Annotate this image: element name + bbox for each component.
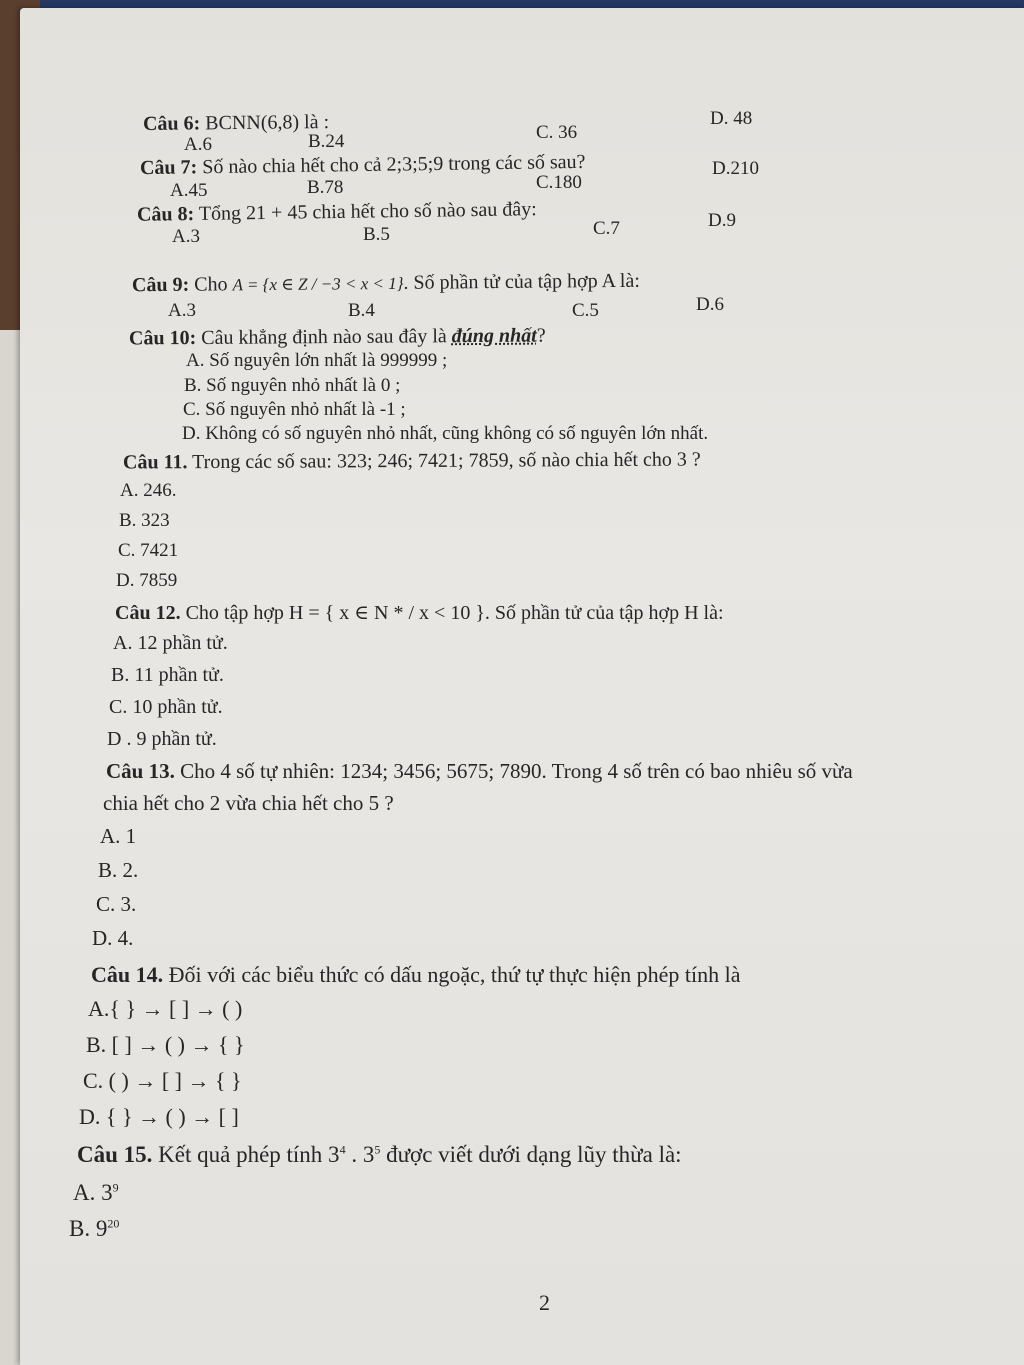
option-text: B. 9 <box>69 1216 108 1241</box>
q6-option-a: A.6 <box>184 134 212 155</box>
q11-option-c: C. 7421 <box>118 540 179 561</box>
exponent: 4 <box>339 1142 346 1157</box>
question-text: Cho tập hợp H = { x ∈ N * / x < 10 }. Số phần tử của tập hợp H là: <box>185 602 724 624</box>
q15-option-b <box>69 1216 119 1242</box>
question-14 <box>91 962 741 988</box>
q8-option-d: D.9 <box>708 210 736 231</box>
question-label: Câu 14. <box>91 962 164 987</box>
q14-option-c: C. ( ) → [ ] → { } <box>83 1068 242 1093</box>
question-text: Kết quả phép tính 3 <box>158 1142 340 1167</box>
q15-option-a <box>73 1180 119 1206</box>
question-text-end: được viết dưới dạng lũy thừa là: <box>380 1142 682 1167</box>
question-label: Câu 6: <box>142 112 201 135</box>
question-label: Câu 7: <box>139 156 198 180</box>
q13-option-d: D. 4. <box>92 926 134 950</box>
exponent: 9 <box>112 1180 119 1195</box>
q7-option-b: B.78 <box>307 177 344 198</box>
q10-option-c: C. Số nguyên nhỏ nhất là -1 ; <box>183 399 406 420</box>
question-text: Tổng 21 + 45 chia hết cho số nào sau đây: <box>198 198 537 225</box>
q7-option-d: D.210 <box>712 158 759 179</box>
question-text: Trong các số sau: 323; 246; 7421; 7859, số nào chia hết cho 3 ? <box>192 448 701 474</box>
question-text: Câu khẳng định nào sau đây là <box>201 325 447 349</box>
question-text: Cho <box>194 273 228 296</box>
question-text: Cho 4 số tự nhiên: 1234; 3456; 5675; 7890. Trong 4 số trên có bao nhiêu số vừa <box>180 759 853 783</box>
question-6 <box>143 111 329 136</box>
question-mark: ? <box>536 324 546 347</box>
emphasis-text: đúng nhất <box>451 324 537 348</box>
q6-option-c: C. 36 <box>536 122 578 143</box>
q12-option-b: B. 11 phần tử. <box>111 664 224 686</box>
question-text-end: . Số phần tử của tập hợp A là: <box>403 269 640 294</box>
q9-option-d: D.6 <box>696 294 724 315</box>
q10-option-b: B. Số nguyên nhỏ nhất là 0 ; <box>184 375 401 396</box>
q13-option-b: B. 2. <box>98 858 139 882</box>
question-label: Câu 13. <box>106 759 175 783</box>
q13-option-a: A. 1 <box>100 824 137 848</box>
q7-option-c: C.180 <box>536 172 582 193</box>
question-label: Câu 11. <box>122 451 188 474</box>
q10-option-a: A. Số nguyên lớn nhất là 999999 ; <box>186 350 448 371</box>
q6-option-b: B.24 <box>308 131 345 152</box>
exponent: 5 <box>374 1142 381 1157</box>
question-13-continued: chia hết cho 2 vừa chia hết cho 5 ? <box>103 791 394 815</box>
q8-option-a: A.3 <box>172 226 200 247</box>
q11-option-d: D. 7859 <box>116 570 178 591</box>
q9-option-c: C.5 <box>572 300 599 321</box>
question-label: Câu 8: <box>136 202 195 226</box>
q7-option-a: A.45 <box>170 180 208 201</box>
question-text: Đối với các biểu thức có dấu ngoặc, thứ tự thực hiện phép tính là <box>168 962 741 987</box>
q11-option-a: A. 246. <box>120 480 177 501</box>
q14-option-d: D. { } → ( ) → [ ] <box>79 1104 239 1129</box>
q9-option-b: B.4 <box>348 300 375 321</box>
q12-option-a: A. 12 phần tử. <box>113 632 228 654</box>
question-7 <box>140 151 586 180</box>
q12-option-d: D . 9 phần tử. <box>107 728 217 750</box>
question-15 <box>77 1142 682 1168</box>
question-8 <box>137 198 537 227</box>
q8-option-b: B.5 <box>363 224 390 245</box>
set-notation: A = {x ∈ Z / −3 < x < 1} <box>232 273 404 295</box>
exponent: 20 <box>107 1216 120 1231</box>
question-label: Câu 12. <box>115 602 181 624</box>
q9-option-a: A.3 <box>168 300 196 321</box>
q13-option-c: C. 3. <box>96 892 137 916</box>
question-label: Câu 9: <box>131 273 190 297</box>
question-label: Câu 10: <box>128 326 197 350</box>
q10-option-d: D. Không có số nguyên nhỏ nhất, cũng không có số nguyên lớn nhất. <box>182 423 709 444</box>
question-11 <box>123 448 701 474</box>
question-10 <box>129 325 546 351</box>
q6-option-d: D. 48 <box>710 108 753 129</box>
question-text-mid: . 3 <box>345 1142 375 1167</box>
q11-option-b: B. 323 <box>119 510 170 531</box>
q14-option-b: B. [ ] → ( ) → { } <box>86 1032 245 1057</box>
option-text: A. 3 <box>73 1180 113 1205</box>
question-12 <box>115 600 724 625</box>
question-9 <box>132 270 640 297</box>
q12-option-c: C. 10 phần tử. <box>109 696 223 718</box>
question-text: BCNN(6,8) là : <box>205 111 330 135</box>
question-label: Câu 15. <box>77 1142 153 1167</box>
page-number: 2 <box>539 1290 550 1315</box>
q14-option-a: A.{ } → [ ] → ( ) <box>88 996 243 1021</box>
q8-option-c: C.7 <box>593 218 620 239</box>
question-13 <box>106 759 853 784</box>
exam-page <box>20 8 1024 1365</box>
question-text: Số nào chia hết cho cả 2;3;5;9 trong các số sau? <box>202 150 586 179</box>
